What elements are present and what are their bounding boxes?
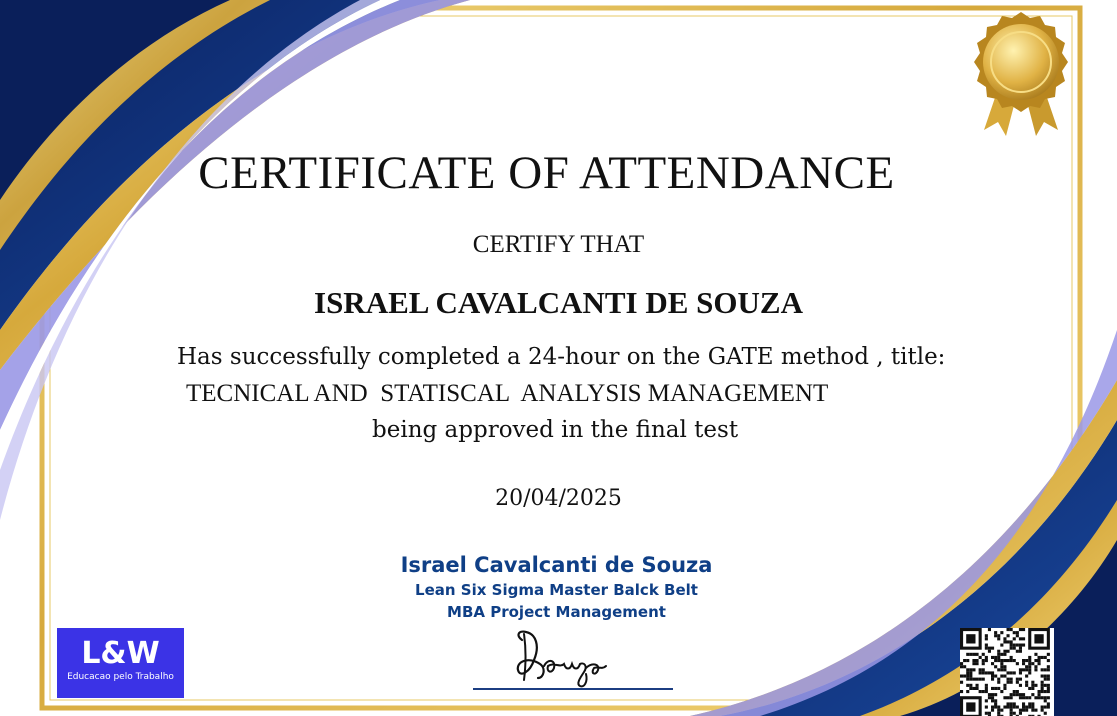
recipient-name: ISRAEL CAVALCANTI DE SOUZA — [314, 285, 803, 320]
signatory-role-2: MBA Project Management — [447, 603, 666, 621]
course-title: TECNICAL AND STATISCAL ANALYSIS MANAGEMENT — [186, 380, 829, 407]
lw-logo — [57, 628, 184, 698]
certificate-title: CERTIFICATE OF ATTENDANCE — [198, 147, 895, 199]
qr-code-icon — [960, 628, 1054, 716]
handwritten-signature — [510, 626, 630, 688]
approval-statement: being approved in the final test — [372, 417, 739, 443]
completion-statement: Has successfully completed a 24-hour on the GATE method , title: — [177, 344, 946, 370]
signature-line — [473, 688, 673, 690]
logo-main-text: L&W — [81, 636, 160, 671]
signatory-name: Israel Cavalcanti de Souza — [400, 553, 713, 577]
gold-medal-seal-icon — [966, 10, 1076, 140]
logo-subtitle: Educacao pelo Trabalho — [67, 672, 174, 682]
issue-date: 20/04/2025 — [495, 486, 622, 511]
signatory-role-1: Lean Six Sigma Master Balck Belt — [415, 581, 698, 599]
certify-that-label: CERTIFY THAT — [472, 231, 645, 258]
